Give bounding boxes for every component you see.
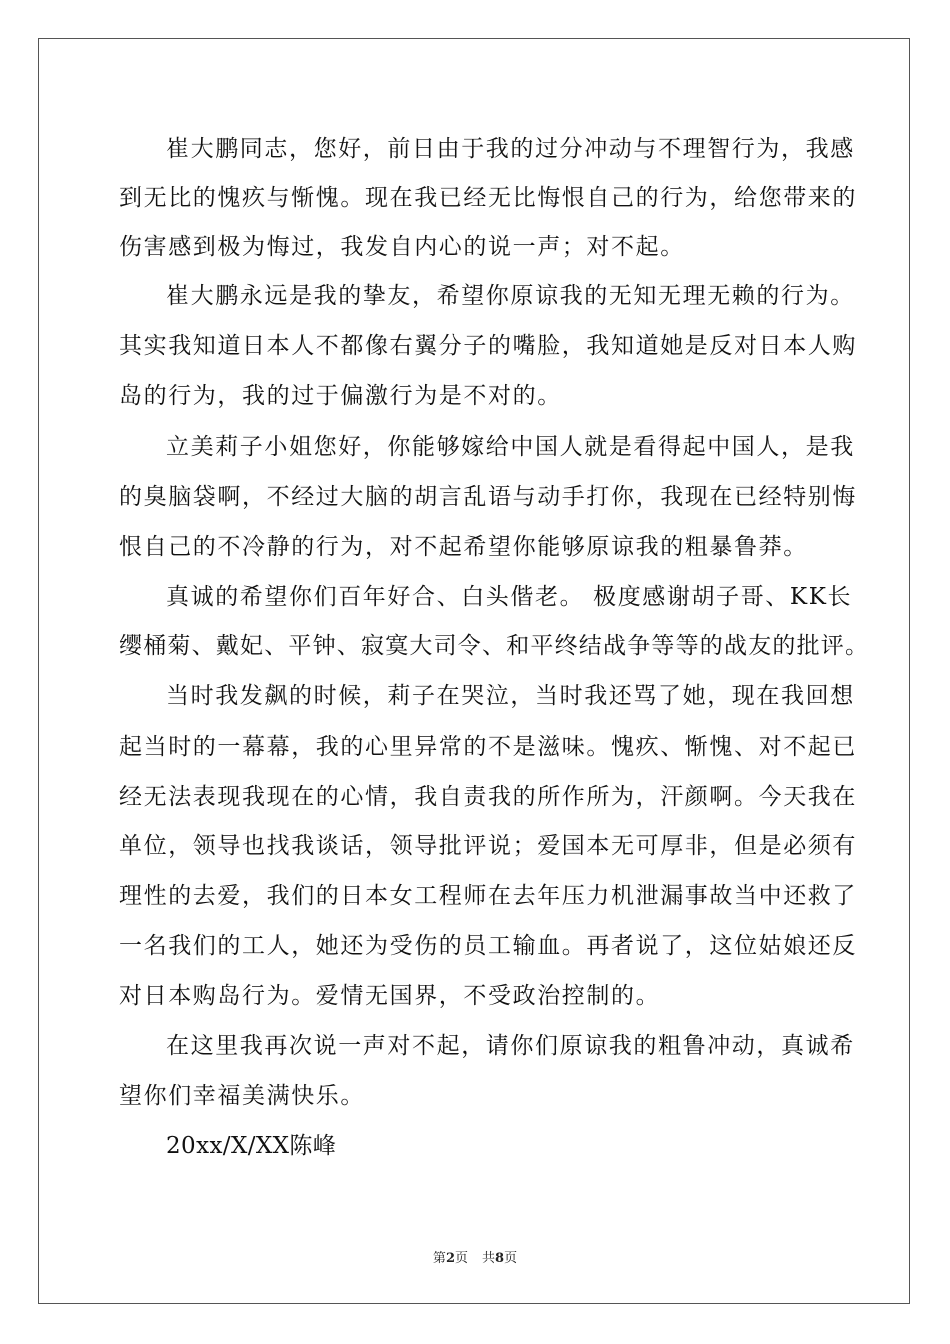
text-line: 立美莉子小姐您好，你能够嫁给中国人就是看得起中国人，是我 <box>166 434 855 460</box>
text-line: 崔大鹏永远是我的挚友，希望你原谅我的无知无理无赖的行为。 <box>166 283 855 309</box>
text-line: 在这里我再次说一声对不起，请你们原谅我的粗鲁冲动，真诚希 <box>166 1033 855 1059</box>
text-line: 单位，领导也找我谈话，领导批评说；爱国本无可厚非，但是必须有 <box>119 833 857 859</box>
current-page-number: 2 <box>445 1251 455 1266</box>
text-line: 真诚的希望你们百年好合、白头偕老。 极度感谢胡子哥、KK长 <box>166 584 853 610</box>
text-line: 的臭脑袋啊，不经过大脑的胡言乱语与动手打你，我现在已经特别悔 <box>119 484 857 510</box>
text-line: 对日本购岛行为。爱情无国界，不受政治控制的。 <box>119 983 661 1009</box>
text-line: 岛的行为，我的过于偏激行为是不对的。 <box>119 383 562 409</box>
page-prefix: 第 <box>432 1251 446 1266</box>
text-line: 其实我知道日本人不都像右翼分子的嘴脸，我知道她是反对日本人购 <box>119 333 857 359</box>
text-line: 到无比的愧疚与惭愧。现在我已经无比悔恨自己的行为，给您带来的 <box>119 185 857 211</box>
text-line: 崔大鹏同志，您好，前日由于我的过分冲动与不理智行为，我感 <box>166 136 855 162</box>
text-line: 伤害感到极为悔过，我发自内心的说一声；对不起。 <box>119 234 685 260</box>
page-suffix: 页 <box>454 1251 468 1266</box>
total-suffix: 页 <box>504 1251 518 1266</box>
text-line: 理性的去爱，我们的日本女工程师在去年压力机泄漏事故当中还救了 <box>119 883 857 909</box>
page-border <box>38 38 910 1304</box>
signature-date: 20xx/X/XX陈峰 <box>166 1133 337 1159</box>
text-line: 一名我们的工人，她还为受伤的员工输血。再者说了，这位姑娘还反 <box>119 933 857 959</box>
text-line: 恨自己的不冷静的行为，对不起希望你能够原谅我的粗暴鲁莽。 <box>119 534 808 560</box>
text-line: 当时我发飙的时候，莉子在哭泣，当时我还骂了她，现在我回想 <box>166 683 855 709</box>
text-line: 望你们幸福美满快乐。 <box>119 1083 365 1109</box>
total-page-number: 8 <box>495 1251 505 1266</box>
text-line: 起当时的一幕幕，我的心里异常的不是滋味。愧疚、惭愧、对不起已 <box>119 734 857 760</box>
text-line: 缨桶菊、戴妃、平钟、寂寞大司令、和平终结战争等等的战友的批评。 <box>119 633 870 659</box>
page-footer <box>0 1247 950 1266</box>
text-line: 经无法表现我现在的心情，我自责我的所作所为，汗颜啊。今天我在 <box>119 784 857 810</box>
total-prefix: 共 <box>482 1251 496 1266</box>
